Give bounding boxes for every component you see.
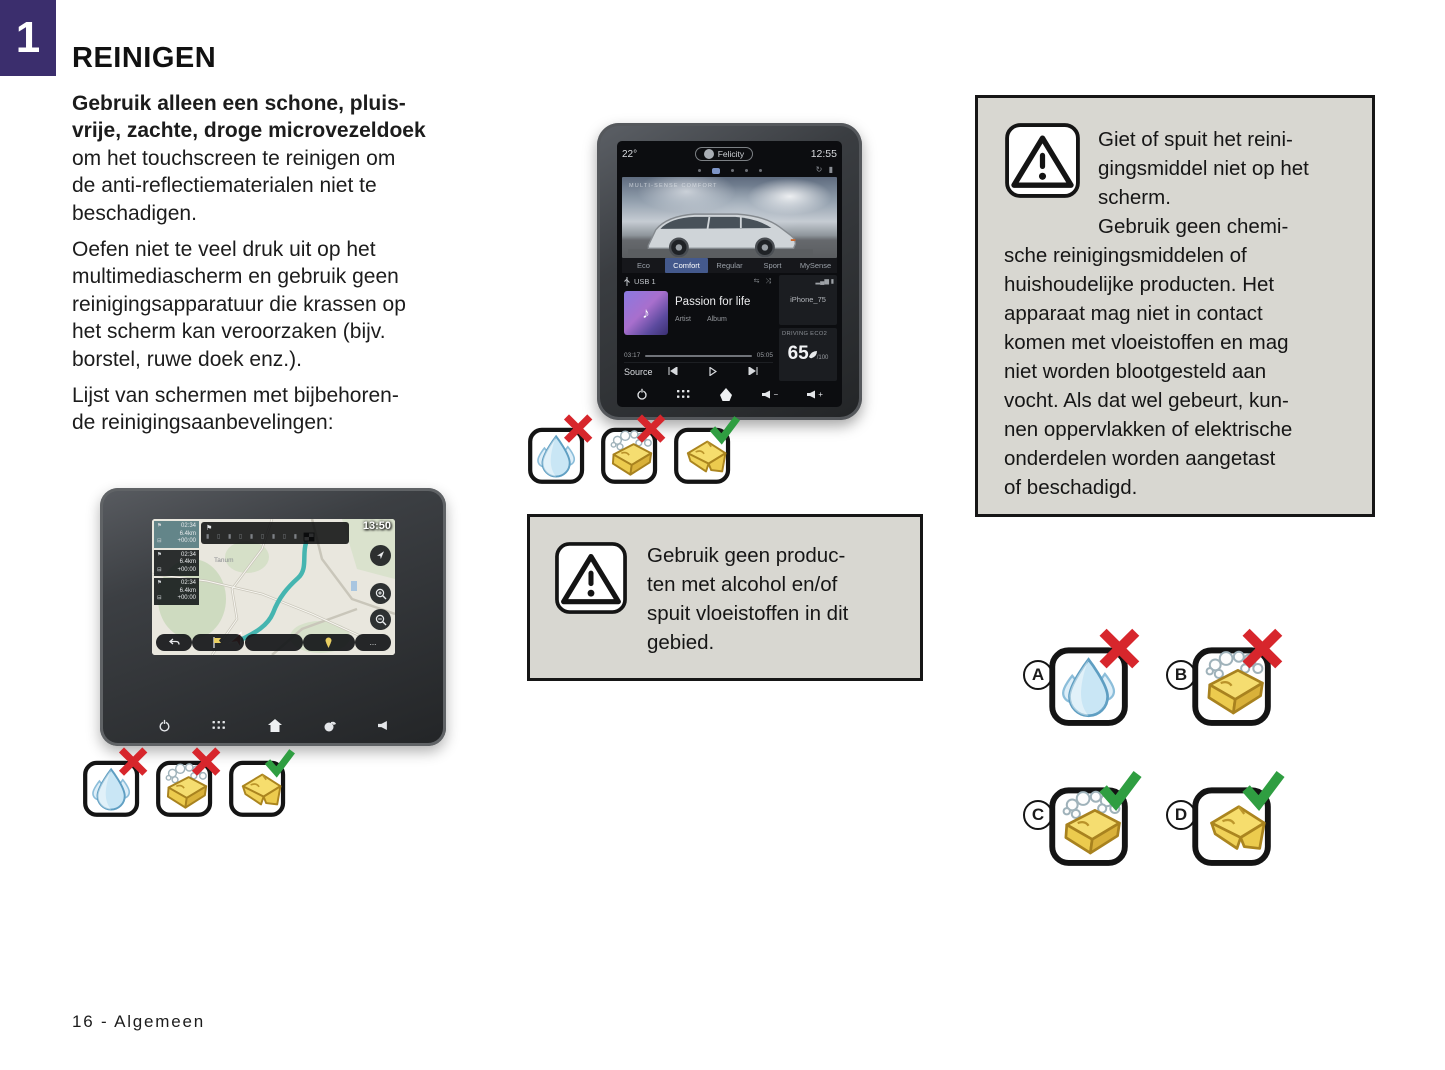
phone-icon [323, 720, 337, 732]
page-title: REINIGEN [72, 42, 217, 74]
microfiber-cloth-allowed-icon [226, 747, 296, 819]
flag-icon: ⚑ [157, 580, 162, 586]
menu-grid-icon [212, 720, 226, 731]
time-total: 05:05 [756, 352, 773, 359]
zoom-out-button [370, 609, 391, 630]
legend-item-d [1166, 768, 1306, 868]
multisense-overlay-label: MULTI-SENSE COMFORT [629, 183, 718, 189]
microfiber-cloth-allowed-icon [1188, 768, 1286, 869]
page-footer: 16 - Algemeen [72, 1012, 206, 1031]
legend-item-b [1166, 628, 1306, 728]
eco-scale: /100 [816, 355, 829, 361]
tab-regular: Regular [716, 261, 743, 270]
route-option-1: ⚑ 02:34 6.4km ⊟ +00:00 [154, 521, 199, 548]
flag-icon: ⚑ [206, 525, 213, 532]
signal-battery-icons: ▂▄▆ ▮ [815, 279, 834, 285]
navigation-screen [152, 519, 395, 655]
route-options-panel [154, 521, 199, 605]
map-place-label: Tanum [214, 557, 234, 564]
track-meta [675, 291, 750, 335]
repeat-shuffle-icons: ⇆ ⤨ [753, 278, 773, 285]
car-icon: ⊟ [157, 595, 162, 601]
car-icon: ⊟ [157, 538, 162, 544]
water-drop-forbidden-icon [1045, 628, 1143, 729]
tab-sport: Sport [763, 261, 782, 270]
time-elapsed: 03:17 [624, 352, 641, 359]
usb-source-row [624, 275, 773, 288]
cleaning-icons-tablet-row [525, 414, 741, 486]
nav-bezel-buttons [158, 719, 388, 732]
warning-box-alcohol [527, 514, 923, 681]
poi-filter-bar [201, 522, 349, 544]
more-options-button: ... [355, 634, 391, 651]
artist-album-row [675, 316, 750, 323]
play-icon [693, 367, 733, 378]
volume-down-icon: − [762, 390, 778, 399]
car-photo-panel [622, 177, 837, 258]
leaf-icon [809, 351, 817, 359]
profile-name: Felicity [717, 149, 745, 159]
multisense-mode-tabs [622, 258, 837, 273]
usb-label: USB 1 [634, 277, 656, 286]
intro-paragraph-1-rest: om het touchscreen te reinigen om de anti-reflectiematerialen niet te beschadigen. [72, 146, 396, 225]
album-label: Album [706, 316, 727, 323]
eco-score: 65 /100 [787, 343, 829, 364]
chapter-number-tab: 1 [0, 0, 56, 76]
home-icon [719, 388, 733, 401]
tablet-main-area [622, 275, 837, 381]
legend-letter: A [1023, 660, 1053, 690]
tablet-clock: 12:55 [810, 148, 837, 160]
intro-paragraph-3: Lijst van schermen met bijbehoren- de reinigingsaanbevelingen: [72, 384, 399, 435]
tablet-status-bar [622, 144, 837, 164]
tablet-screen [617, 141, 842, 407]
track-title: Passion for life [675, 296, 751, 308]
legend-letter: C [1023, 800, 1053, 830]
source-button: Source [624, 367, 653, 377]
intro-text [72, 90, 492, 446]
page-dot-active [712, 168, 720, 174]
power-icon [636, 388, 648, 400]
driving-eco-widget [779, 328, 837, 381]
blank-button [245, 634, 303, 651]
tablet-bezel-buttons [622, 381, 837, 407]
tab-comfort-active: Comfort [665, 258, 708, 273]
flag-icon: ⚑ [157, 551, 162, 558]
flag-icon: ⚑ [157, 523, 162, 529]
poi-pin-button [303, 634, 355, 651]
track-progress [624, 352, 773, 359]
phone-name: iPhone_75 [790, 295, 826, 304]
usb-icon [624, 277, 630, 286]
page-dot [698, 169, 701, 172]
next-track-icon [733, 367, 773, 377]
route-option-2: ⚑ 02:34 6.4km ⊟ +00:00 [154, 550, 199, 577]
poi-category-icons: ▮ ▯ ▮ ▯ ▮ ▯ ▮ ▯ ▮ [206, 534, 301, 540]
home-icon [268, 719, 282, 732]
album-art: ♪ [624, 291, 668, 335]
intro-bold-lead: Gebruik alleen een schone, pluis- vrije, zachte, droge microvezeldoek [72, 92, 426, 143]
legend-item-c [1023, 768, 1163, 868]
warning-box-chemicals [975, 95, 1375, 517]
nav-clock: 13:50 [362, 520, 391, 532]
warning-text-spray: Giet of spuit het reini- gingsmiddel niet op het scherm. [1098, 128, 1309, 209]
page-dot [731, 169, 734, 172]
multimedia-display-landscape [100, 488, 446, 746]
profile-pill [695, 147, 753, 161]
legend-letter: B [1166, 660, 1196, 690]
tab-mysense: MySense [799, 261, 832, 270]
soapy-sponge-forbidden-icon [1188, 628, 1286, 729]
water-drop-forbidden-icon [525, 414, 595, 486]
intro-paragraph-1 [72, 90, 492, 227]
media-player-panel [622, 275, 775, 381]
progress-bar [645, 355, 751, 357]
soapy-sponge-forbidden-icon [598, 414, 668, 486]
legend-item-a [1023, 628, 1163, 728]
route-option-3: ⚑ 02:34 6.4km ⊟ +00:00 [154, 578, 199, 605]
multimedia-tablet-portrait [597, 123, 862, 420]
now-playing [624, 288, 773, 335]
avatar [704, 149, 714, 159]
artist-label: Artist [675, 316, 691, 323]
phone-widget [779, 275, 837, 325]
microfiber-cloth-allowed-icon [671, 414, 741, 486]
water-drop-forbidden-icon [80, 747, 150, 819]
legend-letter: D [1166, 800, 1196, 830]
transport-controls [624, 362, 773, 381]
nav-bottom-buttons [156, 634, 391, 651]
sync-battery-icons: ↻ ▮ [815, 165, 835, 174]
menu-grid-icon [677, 389, 690, 400]
zoom-in-button [370, 583, 391, 604]
car-illustration [628, 199, 813, 257]
locate-button [370, 545, 391, 566]
volume-up-icon: + [807, 390, 823, 399]
soapy-sponge-forbidden-icon [153, 747, 223, 819]
power-icon [158, 719, 171, 732]
speaker-icon [378, 720, 388, 731]
eco-title: DRIVING ECO2 [782, 331, 828, 337]
warning-triangle-icon [554, 541, 628, 615]
intro-paragraph-2: Oefen niet te veel druk uit op het multimediascherm en gebruik geen reinigingsapparatuur die krassen op het scherm kan veroorzaken (bijv. borstel, ruwe doek enz.). [72, 238, 406, 371]
cleaning-icons-nav-row [80, 747, 296, 819]
tab-eco: Eco [637, 261, 650, 270]
warning-text-alcohol: Gebruik geen produc- ten met alcohol en/of spuit vloeistoffen in dit gebied. [647, 544, 849, 654]
warning-triangle-icon [1004, 122, 1081, 199]
destination-flag-button [192, 634, 244, 651]
previous-track-icon [653, 367, 693, 377]
soapy-sponge-allowed-icon [1045, 768, 1143, 869]
warning-text-chemicals: Gebruik geen chemi- sche reinigingsmiddelen of huishoudelijke producten. Het apparaat mag niet in contact komen met vloeistoffen en mag niet worden blootgesteld aan vocht. Als dat wel gebeurt, kun- nen oppervlakken of elektrische onderdelen worden aangetast of beschadigd. [1004, 215, 1293, 499]
car-icon: ⊟ [157, 566, 162, 573]
page-indicator-dots [622, 164, 837, 177]
tablet-widgets-column [779, 275, 837, 381]
temperature-reading: 22° [622, 148, 638, 160]
back-button [156, 634, 192, 651]
page-dot [745, 169, 748, 172]
page-dot [759, 169, 762, 172]
